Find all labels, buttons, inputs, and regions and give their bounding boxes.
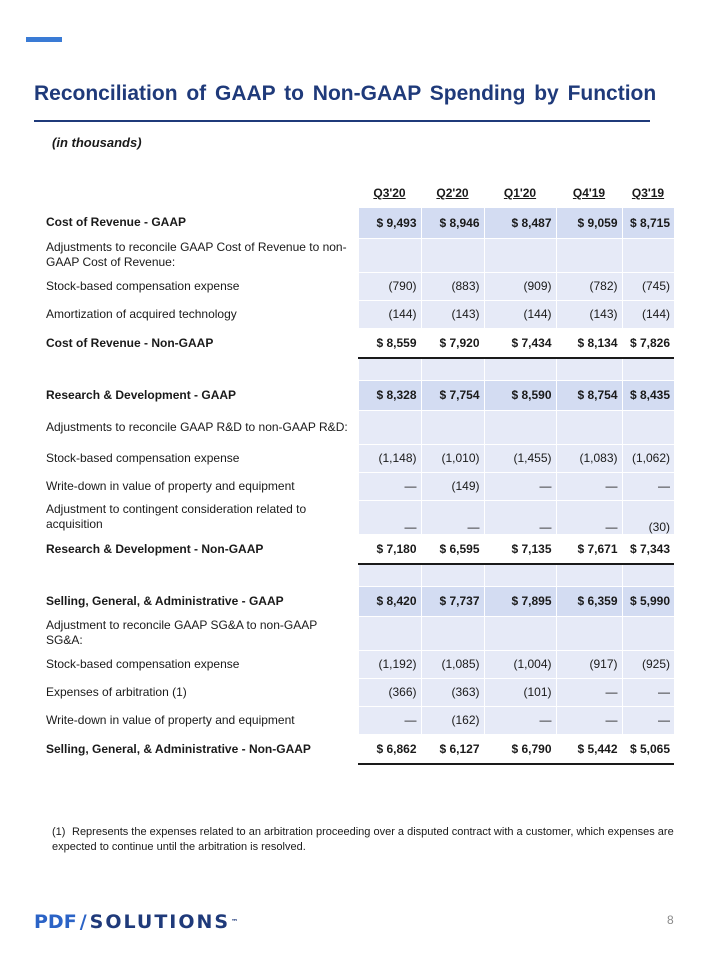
value-cell: —: [358, 472, 421, 500]
value-cell: (917): [556, 650, 622, 678]
row-label: Selling, General, & Administrative - GAAP: [40, 586, 358, 616]
value-cell: [421, 410, 484, 444]
table-row: [40, 500, 674, 534]
table-row: [40, 678, 674, 706]
row-label: Research & Development - Non-GAAP: [40, 534, 358, 564]
value-cell: (144): [622, 300, 674, 328]
reconciliation-table: [40, 178, 674, 765]
label-column-header: [40, 178, 358, 208]
logo-text-left: PDF: [34, 911, 77, 933]
value-cell: $ 8,487: [484, 208, 556, 238]
row-label: Adjustment to contingent consideration related to acquisition: [40, 500, 358, 534]
value-cell: [358, 616, 421, 650]
value-cell: —: [358, 706, 421, 734]
table-body: [40, 208, 674, 764]
value-cell: $ 8,559: [358, 328, 421, 358]
value-cell: (925): [622, 650, 674, 678]
table-row: [40, 734, 674, 764]
table-row: [40, 650, 674, 678]
value-cell: $ 5,442: [556, 734, 622, 764]
footnote-number: (1): [52, 826, 66, 838]
value-cell: $ 8,420: [358, 586, 421, 616]
column-header: Q4'19: [572, 186, 606, 200]
logo-text-right: SOLUTIONS: [89, 911, 231, 933]
row-label: Stock-based compensation expense: [40, 444, 358, 472]
value-cell: [556, 410, 622, 444]
value-cell: (144): [484, 300, 556, 328]
value-cell: $ 8,590: [484, 380, 556, 410]
value-cell: —: [622, 706, 674, 734]
value-cell: (909): [484, 272, 556, 300]
table-row: [40, 534, 674, 564]
value-cell: [484, 358, 556, 380]
page-title: Reconciliation of GAAP to Non-GAAP Spending by Function: [34, 82, 657, 105]
value-cell: [421, 564, 484, 586]
value-cell: (745): [622, 272, 674, 300]
table-row: [40, 616, 674, 650]
value-cell: $ 7,754: [421, 380, 484, 410]
value-cell: (1,010): [421, 444, 484, 472]
value-cell: [556, 238, 622, 272]
value-cell: $ 5,065: [622, 734, 674, 764]
value-cell: (143): [556, 300, 622, 328]
value-cell: —: [484, 472, 556, 500]
value-cell: $ 7,671: [556, 534, 622, 564]
value-cell: (30): [622, 500, 674, 534]
value-cell: (366): [358, 678, 421, 706]
value-cell: $ 5,990: [622, 586, 674, 616]
value-cell: (883): [421, 272, 484, 300]
value-cell: $ 8,754: [556, 380, 622, 410]
page-number: 8: [667, 913, 674, 927]
row-label: Adjustments to reconcile GAAP Cost of Revenue to non-GAAP Cost of Revenue:: [40, 238, 358, 272]
table-row: [40, 472, 674, 500]
value-cell: [484, 564, 556, 586]
value-cell: (144): [358, 300, 421, 328]
footnote-text: Represents the expenses related to an arbitration proceeding over a disputed contract with a customer, which expenses are expected to continue until the arbitration is resolved.: [52, 826, 674, 853]
value-cell: $ 8,435: [622, 380, 674, 410]
row-label: Research & Development - GAAP: [40, 380, 358, 410]
value-cell: $ 6,127: [421, 734, 484, 764]
row-label: Selling, General, & Administrative - Non-GAAP: [40, 734, 358, 764]
row-label: Cost of Revenue - Non-GAAP: [40, 328, 358, 358]
value-cell: —: [556, 678, 622, 706]
value-cell: [484, 410, 556, 444]
value-cell: $ 7,826: [622, 328, 674, 358]
value-cell: (1,148): [358, 444, 421, 472]
value-cell: [358, 564, 421, 586]
value-cell: (143): [421, 300, 484, 328]
value-cell: —: [421, 500, 484, 534]
logo-slash: /: [79, 911, 87, 933]
column-header: Q2'20: [436, 186, 469, 200]
accent-bar: [26, 37, 62, 42]
value-cell: [484, 238, 556, 272]
value-cell: $ 8,946: [421, 208, 484, 238]
value-cell: $ 9,493: [358, 208, 421, 238]
value-cell: —: [484, 500, 556, 534]
value-cell: (149): [421, 472, 484, 500]
spacer-row: [40, 358, 674, 380]
value-cell: —: [622, 678, 674, 706]
value-cell: [484, 616, 556, 650]
value-cell: [556, 358, 622, 380]
row-label: [40, 564, 358, 586]
value-cell: [622, 616, 674, 650]
footnote: [52, 825, 682, 855]
value-cell: $ 6,595: [421, 534, 484, 564]
value-cell: (1,192): [358, 650, 421, 678]
spacer-row: [40, 564, 674, 586]
value-cell: $ 6,359: [556, 586, 622, 616]
value-cell: (1,083): [556, 444, 622, 472]
row-label: Expenses of arbitration (1): [40, 678, 358, 706]
table-row: [40, 444, 674, 472]
value-cell: —: [556, 500, 622, 534]
value-cell: —: [556, 472, 622, 500]
logo-trademark: ™: [231, 918, 239, 926]
value-cell: $ 8,134: [556, 328, 622, 358]
value-cell: [622, 238, 674, 272]
value-cell: (782): [556, 272, 622, 300]
value-cell: [421, 238, 484, 272]
value-cell: [358, 238, 421, 272]
title-underline: [34, 120, 650, 122]
value-cell: [358, 410, 421, 444]
units-subtitle: (in thousands): [52, 135, 142, 150]
value-cell: $ 7,895: [484, 586, 556, 616]
table-row: [40, 380, 674, 410]
value-cell: (1,004): [484, 650, 556, 678]
row-label: Cost of Revenue - GAAP: [40, 208, 358, 238]
table-row: [40, 272, 674, 300]
column-header: Q1'20: [503, 186, 537, 200]
row-label: Adjustments to reconcile GAAP R&D to non-GAAP R&D:: [40, 410, 358, 444]
value-cell: (363): [421, 678, 484, 706]
value-cell: (1,455): [484, 444, 556, 472]
value-cell: —: [556, 706, 622, 734]
table-row: [40, 208, 674, 238]
table-row: [40, 300, 674, 328]
value-cell: (1,085): [421, 650, 484, 678]
value-cell: (1,062): [622, 444, 674, 472]
value-cell: [622, 410, 674, 444]
row-label: Stock-based compensation expense: [40, 650, 358, 678]
row-label: Adjustment to reconcile GAAP SG&A to non-GAAP SG&A:: [40, 616, 358, 650]
column-header: Q3'20: [373, 186, 406, 200]
value-cell: $ 7,135: [484, 534, 556, 564]
row-label: Amortization of acquired technology: [40, 300, 358, 328]
column-header: Q3'19: [631, 186, 665, 200]
table-row: [40, 328, 674, 358]
row-label: Write-down in value of property and equipment: [40, 706, 358, 734]
value-cell: $ 6,862: [358, 734, 421, 764]
value-cell: (162): [421, 706, 484, 734]
value-cell: —: [622, 472, 674, 500]
row-label: Stock-based compensation expense: [40, 272, 358, 300]
value-cell: —: [358, 500, 421, 534]
value-cell: $ 7,343: [622, 534, 674, 564]
value-cell: [421, 358, 484, 380]
value-cell: (101): [484, 678, 556, 706]
value-cell: [622, 564, 674, 586]
row-label: [40, 358, 358, 380]
value-cell: [421, 616, 484, 650]
table-row: [40, 410, 674, 444]
value-cell: —: [484, 706, 556, 734]
header-row: [40, 178, 674, 208]
value-cell: $ 7,434: [484, 328, 556, 358]
value-cell: [556, 564, 622, 586]
value-cell: $ 6,790: [484, 734, 556, 764]
value-cell: [556, 616, 622, 650]
value-cell: [358, 358, 421, 380]
table-row: [40, 706, 674, 734]
company-logo: [34, 908, 238, 936]
value-cell: $ 9,059: [556, 208, 622, 238]
value-cell: [622, 358, 674, 380]
value-cell: $ 7,180: [358, 534, 421, 564]
value-cell: $ 7,920: [421, 328, 484, 358]
value-cell: $ 8,328: [358, 380, 421, 410]
row-label: Write-down in value of property and equipment: [40, 472, 358, 500]
value-cell: (790): [358, 272, 421, 300]
value-cell: $ 8,715: [622, 208, 674, 238]
value-cell: $ 7,737: [421, 586, 484, 616]
table-row: [40, 238, 674, 272]
table-row: [40, 586, 674, 616]
